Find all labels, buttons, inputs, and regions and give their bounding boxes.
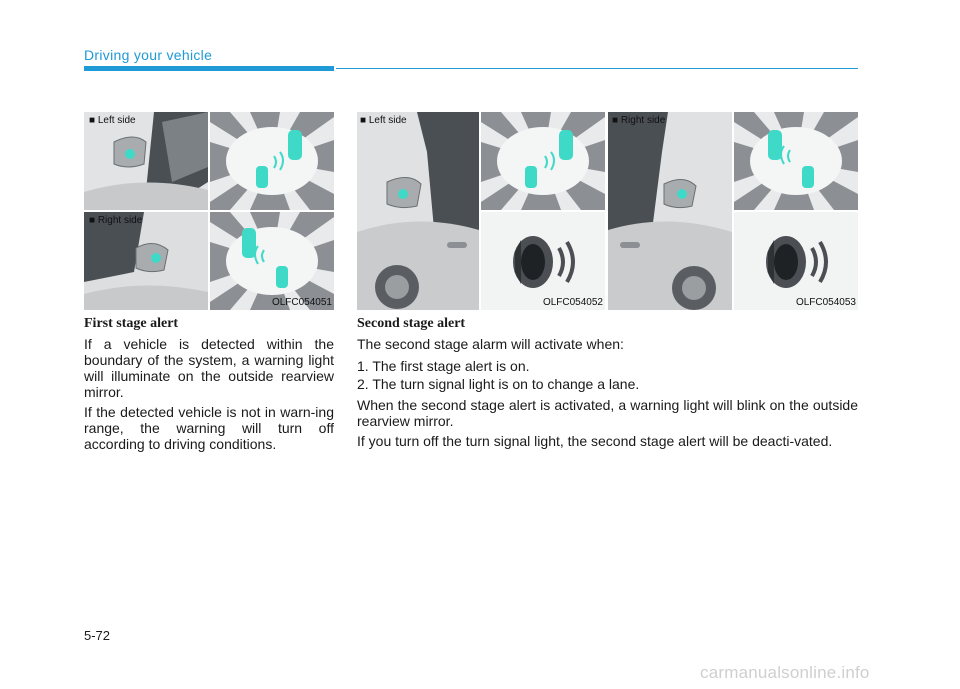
fig2-speaker-image bbox=[481, 212, 605, 310]
fig1-alert-right-image bbox=[210, 212, 334, 310]
second-stage-paragraph-2: If you turn off the turn signal light, the second stage alert will be deacti-vated. bbox=[357, 433, 833, 449]
fig2-label: ■ Left side bbox=[360, 115, 407, 126]
watermark: carmanualsonline.info bbox=[700, 663, 870, 682]
fig2-code: OLFC054052 bbox=[542, 297, 603, 308]
fig3-code: OLFC054053 bbox=[795, 297, 856, 308]
fig1-alert-left-image bbox=[210, 112, 334, 210]
fig3-alert-image bbox=[734, 112, 858, 210]
fig2-car-left-image bbox=[357, 112, 479, 310]
first-stage-title: First stage alert bbox=[84, 316, 179, 331]
second-stage-intro: The second stage alarm will activate when: bbox=[357, 336, 624, 352]
fig1-code: OLFC054051 bbox=[271, 297, 332, 308]
fig2-alert-image bbox=[481, 112, 605, 210]
fig3-speaker-image bbox=[734, 212, 858, 310]
fig3-car-right-image bbox=[608, 112, 732, 310]
first-stage-paragraph-1: If a vehicle is detected within the boundary of the system, a warning light will illuminate on the outside rearview mirror. bbox=[84, 336, 334, 400]
page-number: 5-72 bbox=[84, 628, 111, 643]
second-stage-title: Second stage alert bbox=[357, 316, 466, 331]
fig1-mirror-right-image bbox=[84, 212, 208, 310]
header-rule-thin bbox=[336, 68, 858, 69]
section-header: Driving your vehicle bbox=[84, 47, 213, 63]
fig1-mirror-left-image bbox=[84, 112, 208, 210]
second-stage-item-2: 2. The turn signal light is on to change a lane. bbox=[357, 376, 640, 392]
fig1-left-label: ■ Left side bbox=[89, 115, 136, 126]
second-stage-item-1: 1. The first stage alert is on. bbox=[357, 358, 530, 374]
fig3-label: ■ Right side bbox=[612, 115, 666, 126]
first-stage-paragraph-2: If the detected vehicle is not in warn-ing range, the warning will turn off according to driving conditions. bbox=[84, 404, 334, 452]
second-stage-paragraph-1: When the second stage alert is activated, a warning light will blink on the outside rearview mirror. bbox=[357, 397, 858, 429]
fig1-right-label: ■ Right side bbox=[89, 215, 143, 226]
header-rule-thick bbox=[84, 66, 334, 71]
